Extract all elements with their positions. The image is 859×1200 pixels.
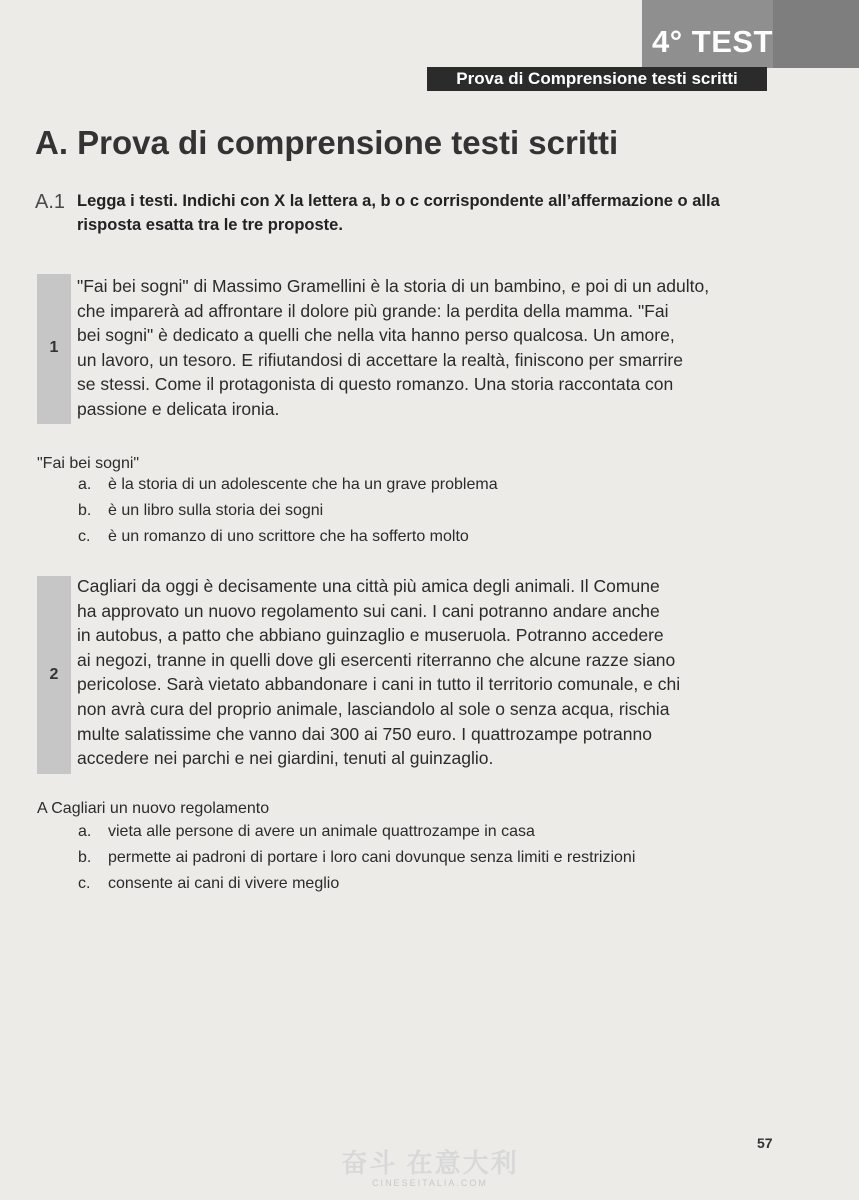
option-c[interactable] — [78, 524, 498, 550]
option-letter: c. — [78, 875, 91, 892]
option-letter: b. — [78, 849, 92, 866]
passage-line: passione e delicata ironia. — [77, 398, 280, 419]
option-letter: a. — [78, 476, 92, 493]
option-b[interactable] — [78, 845, 635, 871]
passage-1-text — [77, 274, 774, 422]
option-c[interactable] — [78, 871, 635, 897]
passage-line: bei sogni" è dedicato a quelli che nella vita hanno perso qualcosa. Un amore, — [77, 325, 675, 346]
option-a[interactable] — [78, 819, 635, 845]
question-2-options — [78, 819, 635, 897]
passage-line: se stessi. Come il protagonista di questo romanzo. Una storia raccontata con — [77, 374, 674, 395]
option-letter: a. — [78, 823, 92, 840]
question-2-stem: A Cagliari un nuovo regolamento — [37, 800, 270, 817]
passage-line: "Fai bei sogni" di Massimo Gramellini è la storia di un bambino, e poi di un adulto, — [77, 276, 710, 296]
option-text: permette ai padroni di portare i loro cani dovunque senza limiti e restrizioni — [108, 849, 636, 866]
passage-line: un lavoro, un tesoro. E rifiutandosi di accettare la realtà, finiscono per smarrire — [77, 349, 683, 370]
passage-line: Cagliari da oggi è decisamente una città più amica degli animali. Il Comune — [77, 576, 660, 596]
option-text: è un libro sulla storia dei sogni — [108, 502, 324, 519]
tab-strip — [773, 0, 859, 68]
option-b[interactable] — [78, 498, 498, 524]
passage-line: ai negozi, tranne in quelli dove gli esercenti riterranno che alcune razze siano — [77, 649, 676, 670]
passage-2-text — [77, 574, 774, 771]
option-text: consente ai cani di vivere meglio — [108, 875, 340, 892]
question-1-options — [78, 472, 498, 550]
watermark-logo — [320, 1148, 540, 1190]
option-text: è la storia di un adolescente che ha un grave problema — [108, 476, 498, 493]
passage-line: che imparerà ad affrontare il dolore più grande: la perdita della mamma. "Fai — [77, 300, 669, 321]
page-number: 57 — [757, 1135, 773, 1151]
option-letter: c. — [78, 528, 91, 545]
watermark-url: CINESEITALIA.COM — [372, 1178, 488, 1188]
passage-line: ha approvato un nuovo regolamento sui cani. I cani potranno andare anche — [77, 600, 660, 621]
passage-1-bar — [37, 274, 71, 424]
passage-line: multe salatissime che vanno dai 300 ai 750 euro. I quattrozampe potranno — [77, 723, 652, 744]
option-a[interactable] — [78, 472, 498, 498]
section-subtitle-bar: Prova di Comprensione testi scritti — [427, 67, 767, 91]
option-text: è un romanzo di uno scrittore che ha sofferto molto — [108, 528, 469, 545]
passage-2-bar — [37, 576, 71, 774]
passage-line: non avrà cura del proprio animale, lasciandolo al sole o senza acqua, rischia — [77, 698, 670, 719]
passage-line: in autobus, a patto che abbiano guinzaglio e museruola. Potranno accedere — [77, 625, 664, 646]
section-title: A. Prova di comprensione testi scritti — [35, 124, 619, 161]
option-text: vieta alle persone di avere un animale quattrozampe in casa — [108, 823, 535, 840]
instruction-number: A.1 — [35, 191, 66, 213]
test-number-tab — [642, 0, 859, 68]
instruction-text: Legga i testi. Indichi con X la lettera a, b o c corrispondente all’affermazione o alla risposta esatta tra le tre proposte. — [77, 192, 720, 234]
passage-line: accedere nei parchi e nei giardini, tenuti al guinzaglio. — [77, 748, 494, 769]
option-letter: b. — [78, 502, 92, 519]
question-1-stem: "Fai bei sogni" — [37, 455, 140, 472]
passage-line: pericolose. Sarà vietato abbandonare i cani in tutto il territorio comunale, e chi — [77, 674, 681, 695]
test-label: 4° TEST — [652, 24, 773, 59]
passage-1-number: 1 — [49, 339, 59, 356]
passage-2-number: 2 — [49, 666, 59, 683]
watermark-text: 奋斗 在意大利 — [341, 1148, 519, 1178]
